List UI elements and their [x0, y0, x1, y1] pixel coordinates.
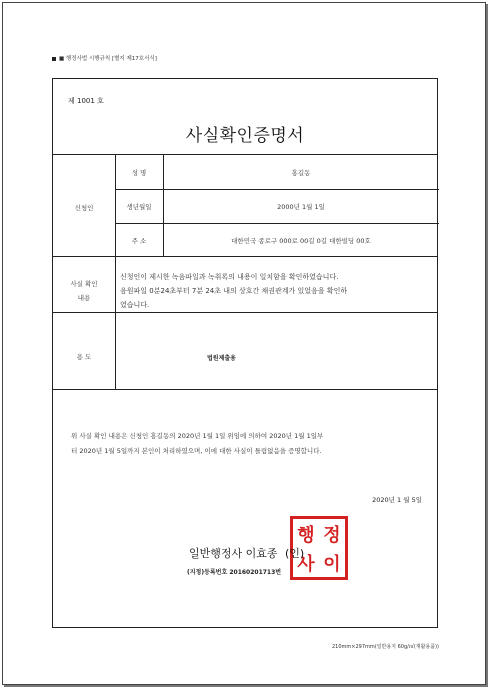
applicant-label: 신청인	[74, 204, 94, 212]
issuer-name: 일반행정사 이효종	[189, 547, 278, 560]
statement: 위 사실 확인 내용은 신청인 홍길동의 2020년 1월 1일 위임에 의하여 2020년 1월 1일부 터 2020년 1월 5일까지 본인이 처리하였으며, 이에 대한 사실이 틀림없음을 증명합니다.	[71, 432, 324, 455]
name-value: 홍길동	[291, 169, 311, 177]
certificate-form	[52, 78, 438, 628]
birth-value: 2000년 1월 1일	[277, 203, 325, 211]
address-label: 주 소	[131, 237, 147, 245]
name-label: 성 명	[131, 169, 147, 177]
document-title: 사실확인증명서	[185, 126, 305, 146]
content-text: 신청인이 제시한 녹음파일과 녹취록의 내용이 일치함을 확인하였습니다. 음원파일 0분24초부터 7분 24초 내의 상호간 채권관계가 있었음을 확인하 였습니다.	[120, 273, 348, 309]
birth-label: 생년월일	[126, 203, 152, 211]
seal-char: 이	[323, 553, 341, 575]
seal-char: 사	[297, 553, 315, 575]
table-divider	[53, 154, 437, 155]
table-divider	[53, 389, 437, 390]
table-divider	[53, 312, 437, 313]
issuer-signature	[189, 545, 304, 561]
address-value: 대한민국 종로구 000로 00길 0길 대한빌딩 00호	[231, 237, 371, 245]
issue-date: 2020년 1 월 5일	[372, 496, 422, 504]
seal-char: 정	[323, 524, 341, 546]
paper-spec: 210mm×297mm(일반용지 60g/㎡(재활용품))	[331, 644, 439, 650]
table-divider	[53, 256, 437, 257]
seal-char: 행	[297, 524, 315, 546]
usage-value: 법원제출용	[207, 355, 236, 362]
form-header: ■ 행정사법 시행규칙 [별지 제17호서식]	[52, 54, 157, 62]
document-number: 제 1001 호	[68, 97, 104, 105]
label-column-divider	[115, 154, 116, 389]
registration-number: (지정)등록번호 20160201713번	[187, 569, 282, 576]
seal-mark: (인)	[285, 547, 305, 560]
content-label: 사실 확인 내용	[70, 280, 98, 302]
usage-label: 용 도	[76, 353, 92, 361]
bullet-square-icon	[52, 57, 56, 61]
